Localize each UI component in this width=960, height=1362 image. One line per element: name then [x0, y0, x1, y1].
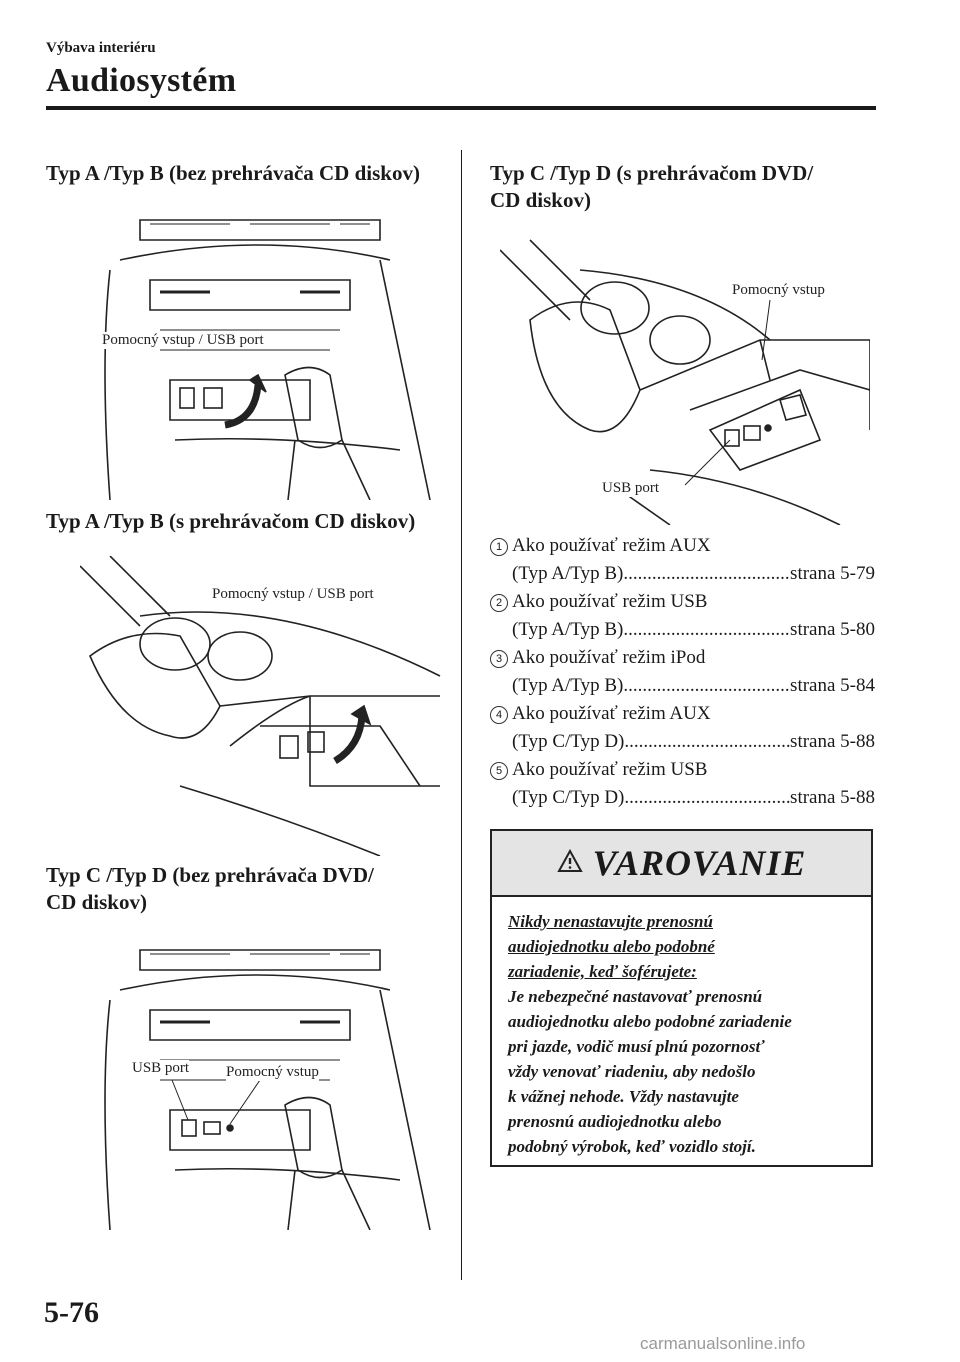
reference-item[interactable]	[490, 588, 875, 644]
warning-text	[492, 897, 871, 1159]
reference-number: 3	[490, 650, 508, 668]
warning-lead-line: zariadenie, keď šoférujete:	[508, 962, 697, 981]
reference-page[interactable]: strana 5-80	[790, 619, 875, 640]
reference-type: (Typ C/Typ D)	[512, 787, 625, 808]
reference-list	[490, 532, 875, 812]
warning-body-line: Je nebezpečné nastavovať prenosnú	[508, 987, 763, 1006]
figure-2-callout-aux-usb: Pomocný vstup / USB port	[212, 586, 374, 602]
warning-body-line: prenosnú audiojednotku alebo	[508, 1112, 722, 1131]
figure-4-heading-line2: CD diskov)	[490, 188, 591, 212]
reference-title: Ako používať režim USB	[512, 591, 708, 612]
reference-title: Ako používať režim AUX	[512, 535, 711, 556]
warning-box	[490, 829, 873, 1167]
reference-type: (Typ A/Typ B)	[512, 563, 624, 584]
figure-1-heading: Typ A /Typ B (bez prehrávača CD diskov)	[46, 161, 420, 185]
warning-body-line: pri jazde, vodič musí plnú pozornosť	[508, 1037, 765, 1056]
reference-number: 1	[490, 538, 508, 556]
reference-title: Ako používať režim iPod	[512, 647, 706, 668]
warning-body-line: vždy venovať riadeniu, aby nedošlo	[508, 1062, 756, 1081]
warning-header	[492, 831, 871, 897]
figure-4-heading-line1: Typ C /Typ D (s prehrávačom DVD/	[490, 161, 814, 185]
figure-1-illustration	[80, 200, 440, 500]
reference-page[interactable]: strana 5-88	[790, 787, 875, 808]
figure-1-callout-aux-usb: Pomocný vstup / USB port	[102, 332, 264, 348]
warning-title: VAROVANIE	[592, 843, 807, 883]
figure-3-callout-aux: Pomocný vstup	[226, 1064, 319, 1080]
warning-lead-line: audiojednotku alebo podobné	[508, 937, 715, 956]
figure-4-heading	[490, 160, 813, 214]
figure-3-heading-line1: Typ C /Typ D (bez prehrávača DVD/	[46, 863, 374, 887]
figure-3-callout-usb: USB port	[132, 1060, 190, 1076]
figure-4-illustration	[500, 230, 870, 525]
reference-page[interactable]: strana 5-88	[790, 731, 875, 752]
reference-page[interactable]: strana 5-79	[790, 563, 875, 584]
warning-triangle-icon	[557, 849, 583, 878]
reference-number: 2	[490, 594, 508, 612]
figure-4-callout-aux: Pomocný vstup	[732, 282, 825, 298]
warning-body-line: audiojednotku alebo podobné zariadenie	[508, 1012, 792, 1031]
reference-type: (Typ A/Typ B)	[512, 675, 624, 696]
page-number: 5-76	[44, 1296, 99, 1329]
watermark: carmanualsonline.info	[640, 1334, 806, 1353]
title-rule	[46, 106, 876, 110]
reference-title: Ako používať režim AUX	[512, 703, 711, 724]
column-divider	[461, 150, 462, 1280]
reference-page[interactable]: strana 5-84	[790, 675, 875, 696]
figure-4-callout-usb: USB port	[602, 480, 660, 496]
page-title: Audiosystém	[46, 62, 237, 99]
reference-title: Ako používať režim USB	[512, 759, 708, 780]
warning-body-line: podobný výrobok, keď vozidlo stojí.	[508, 1137, 756, 1156]
warning-lead-line: Nikdy nenastavujte prenosnú	[508, 912, 713, 931]
reference-item[interactable]	[490, 644, 875, 700]
reference-item[interactable]	[490, 532, 875, 588]
reference-type: (Typ A/Typ B)	[512, 619, 624, 640]
reference-number: 5	[490, 762, 508, 780]
figure-2-heading: Typ A /Typ B (s prehrávačom CD diskov)	[46, 509, 416, 533]
reference-number: 4	[490, 706, 508, 724]
reference-type: (Typ C/Typ D)	[512, 731, 625, 752]
warning-body-line: k vážnej nehode. Vždy nastavujte	[508, 1087, 739, 1106]
breadcrumb: Výbava interiéru	[46, 40, 156, 56]
figure-3-heading	[46, 862, 374, 916]
reference-item[interactable]	[490, 700, 875, 756]
figure-3-heading-line2: CD diskov)	[46, 890, 147, 914]
reference-item[interactable]	[490, 756, 875, 812]
